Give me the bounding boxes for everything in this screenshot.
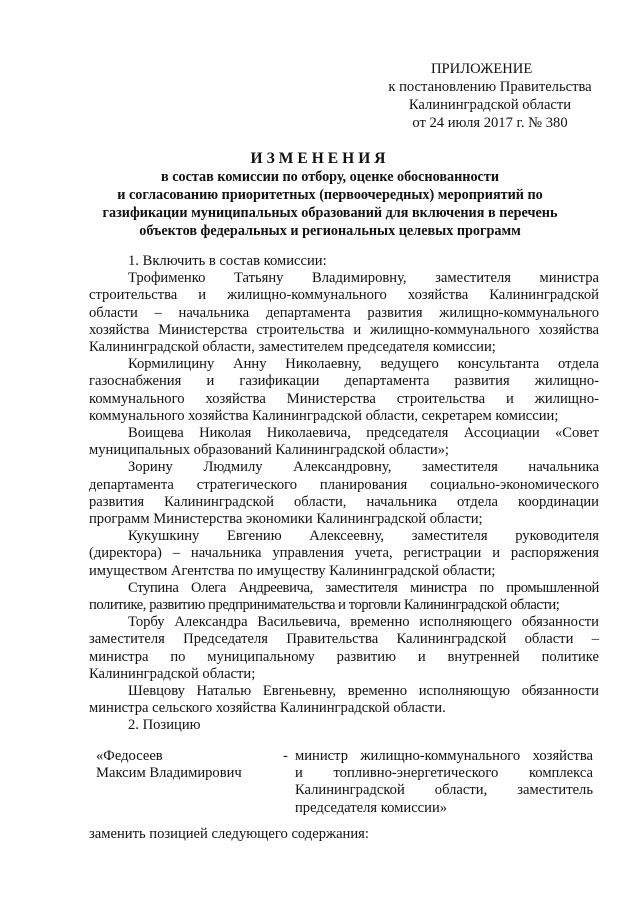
appendix-header <box>370 60 610 132</box>
replace-text: заменить позицией следующего содержания: <box>89 826 369 842</box>
paragraph-position <box>89 717 599 734</box>
paragraph-kormilitsina <box>89 356 599 425</box>
position-name-line: Максим Владимирович <box>96 765 242 782</box>
paragraph-line: хозяйства Министерства строительства и жилищно-коммунального хозяйства <box>89 321 599 338</box>
paragraph-line: муниципальных образований Калининградской области»; <box>89 442 449 459</box>
paragraph-torba <box>89 614 599 683</box>
paragraph-line: газоснабжения и газификации департамента развития жилищно- <box>89 373 599 390</box>
document-body <box>89 253 599 735</box>
role-line: Калининградской области, заместитель <box>295 782 593 799</box>
paragraph-line: министра сельского хозяйства Калининградской области. <box>89 700 446 717</box>
paragraph-line: Торбу Александра Васильевича, временно исполняющего обязанности <box>128 614 599 631</box>
paragraph-line: политике, развитию предпринимательства и торговли Калининградской области; <box>89 597 560 614</box>
paragraph-line: Воищева Николая Николаевича, председателя Ассоциации «Совет <box>128 425 599 442</box>
paragraph-line: Шевцову Наталью Евгеньевну, временно исполняющую обязанности <box>128 683 599 700</box>
paragraph-line: (директора) – начальника управления учета, регистрации и распоряжения <box>89 545 599 562</box>
paragraph-line: программ Министерства экономики Калининградской области; <box>89 511 483 528</box>
paragraph-line: Калининградской области; <box>89 665 256 682</box>
role-line: и топливно-энергетического комплекса <box>295 765 593 782</box>
paragraph-line: Ступина Олега Андреевича, заместителя министра по промышленной <box>128 579 599 596</box>
paragraph-voishchev <box>89 425 599 459</box>
position-dash: - <box>283 748 288 764</box>
appendix-title: ПРИЛОЖЕНИЕ <box>431 61 533 77</box>
paragraph-trofimenko <box>89 270 599 356</box>
paragraph-line: строительства и жилищно-коммунального хозяйства Калининградской <box>89 287 599 304</box>
position-role <box>295 748 593 817</box>
subtitle-line: объектов федеральных и региональных целевых программ <box>139 223 521 239</box>
paragraph-line: департамента стратегического планирования социально-экономического <box>89 476 599 493</box>
paragraph-line: заместителя Председателя Правительства Калининградской области – <box>89 631 599 648</box>
paragraph-stupin <box>89 580 599 614</box>
document-subtitle <box>70 168 590 240</box>
role-line: председателя комиссии» <box>295 799 448 816</box>
document-title: ИЗМЕНЕНИЯ <box>250 150 390 167</box>
appendix-line-2: к постановлению Правительства <box>388 79 592 95</box>
subtitle-line: и согласованию приоритетных (первоочередных) мероприятий по <box>117 187 543 203</box>
paragraph-line: 2. Позицию <box>128 717 201 734</box>
paragraph-line: Трофименко Татьяну Владимировну, заместителя министра <box>128 270 599 287</box>
paragraph-include <box>89 253 599 270</box>
appendix-line-3: Калининградской области <box>408 97 572 113</box>
subtitle-line: газификации муниципальных образований для включения в перечень <box>102 205 558 221</box>
position-name-line: «Федосеев <box>96 748 163 764</box>
paragraph-line: 1. Включить в состав комиссии: <box>128 253 327 269</box>
appendix-date-number: от 24 июля 2017 г. № 380 <box>412 115 568 131</box>
role-line: министр жилищно-коммунального хозяйства <box>295 748 593 764</box>
paragraph-zorina <box>89 459 599 528</box>
paragraph-line: коммунального хозяйства Калининградской области, секретарем комиссии; <box>89 407 559 424</box>
paragraph-kukushkina <box>89 528 599 580</box>
paragraph-line: развития Калининградской области, начальника отдела координации <box>89 493 599 510</box>
paragraph-line: Кормилицину Анну Николаевну, ведущего консультанта отдела <box>128 356 599 373</box>
paragraph-line: области – начальника департамента развития жилищно-коммунального <box>89 304 599 321</box>
paragraph-line: Зорину Людмилу Александровну, заместителя начальника <box>128 459 599 476</box>
paragraph-line: Кукушкину Евгению Алексеевну, заместителя руководителя <box>128 528 599 545</box>
position-person <box>96 748 276 782</box>
subtitle-line: в состав комиссии по отбору, оценке обоснованности <box>161 169 499 185</box>
paragraph-line: имуществом Агентства по имуществу Калининградской области; <box>89 562 496 579</box>
paragraph-line: министра по муниципальному развитию и внутренней политике <box>89 648 599 665</box>
paragraph-line: Калининградской области, заместителем председателя комиссии; <box>89 339 496 356</box>
paragraph-line: коммунального хозяйства Министерства строительства и жилищно- <box>89 390 599 407</box>
paragraph-shevtsova <box>89 683 599 717</box>
